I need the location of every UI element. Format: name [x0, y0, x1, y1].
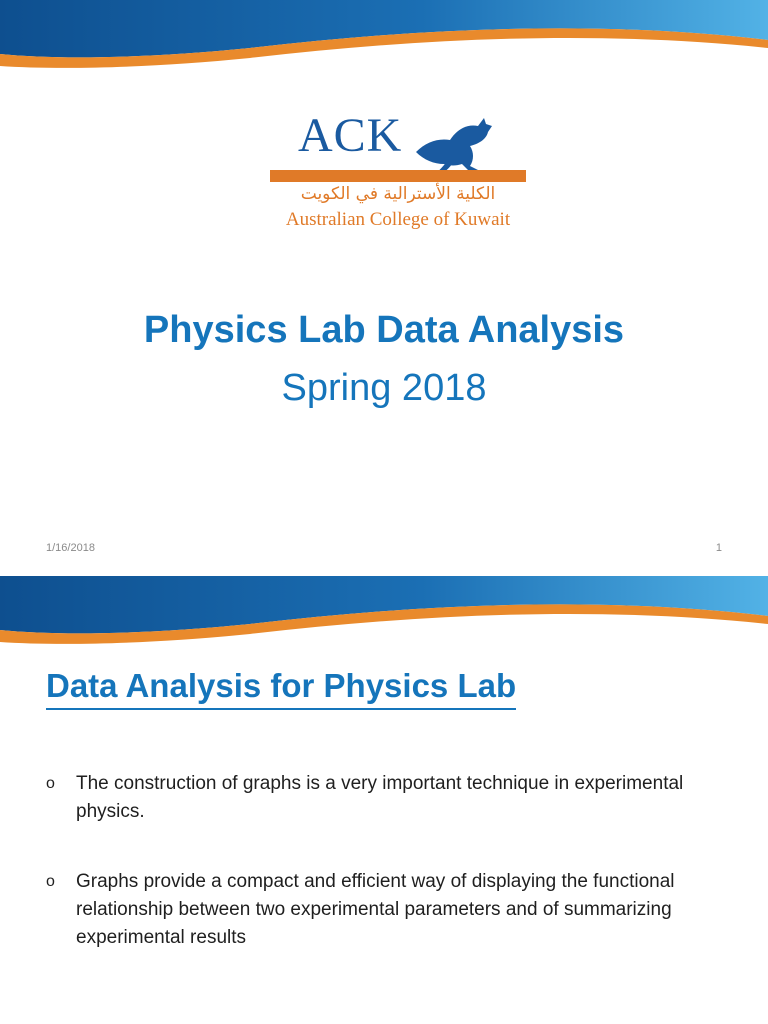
page-number: 1 [715, 542, 722, 554]
bullet-text: Graphs provide a compact and efficient way of displaying the functional relationship between two experimental parameters and of summarizing experimental results [76, 871, 675, 948]
logo-arabic-name: الكلية الأسترالية في الكويت [300, 184, 496, 204]
footer-date: 1/16/2018 [46, 542, 95, 554]
logo-acronym: ACK [298, 109, 403, 162]
logo-orange-bar [270, 170, 526, 182]
logo-english-name: Australian College of Kuwait [285, 209, 511, 230]
header-swoosh [0, 0, 768, 80]
bullet-marker: o [46, 873, 55, 890]
slide-subtitle: Spring 2018 [281, 367, 487, 409]
bullet-text: The construction of graphs is a very important technique in experimental physics. [76, 773, 684, 822]
slide-title: Physics Lab Data Analysis [143, 309, 625, 351]
header-swoosh [0, 576, 768, 656]
slide-heading: Data Analysis for Physics Lab [46, 664, 516, 710]
slide-gap [0, 562, 768, 576]
bullet-marker: o [46, 775, 55, 792]
content-slide [0, 576, 768, 1024]
bullet-item [46, 868, 726, 952]
bullet-item [46, 770, 726, 826]
ack-logo [262, 110, 532, 240]
